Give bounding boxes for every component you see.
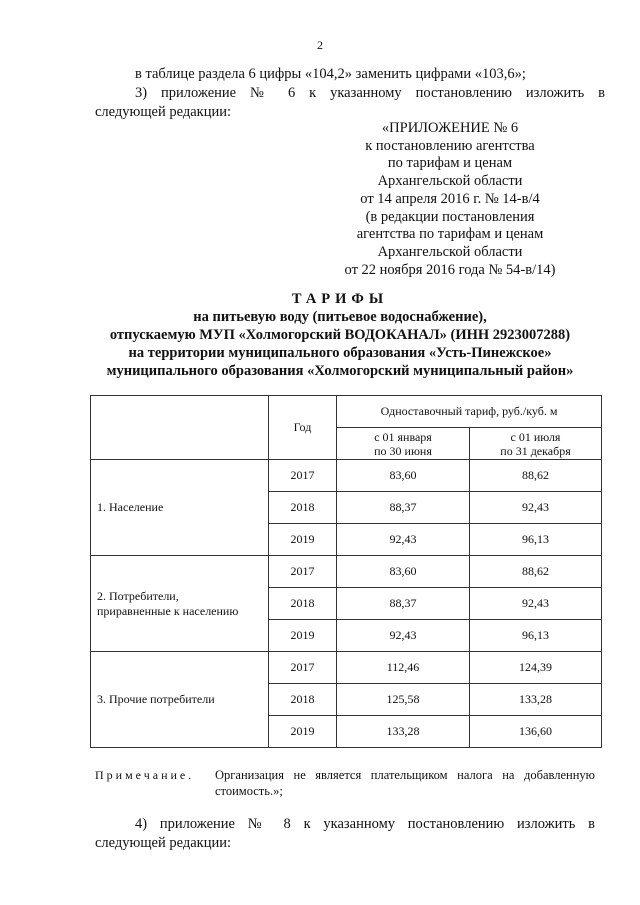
appendix-line: от 14 апреля 2016 г. № 14-в/4 [360,190,540,207]
item-4-text: 4) приложение № 8 к указанному постановлению изложить в [135,816,595,832]
item-4-text-cont: следующей редакции: [95,835,232,851]
appendix-line: агентства по тарифам и ценам [356,226,544,243]
category-cell: 1. Население [91,460,269,556]
item-3-text: 3) приложение № 6 к указанному постановлению изложить в [135,85,605,101]
appendix-line: Архангельской области [377,243,523,260]
item-3-text-cont: следующей редакции: [95,104,232,120]
table-row: 2018 125,58 133,28 [91,684,602,716]
appendix-line: «ПРИЛОЖЕНИЕ № 6 [381,120,519,136]
table-header-year: Год [269,396,337,460]
appendix-line: к постановлению агентства [365,137,535,154]
table-header-category [91,396,269,460]
note-text: Организация не является плательщиком налога на добавленную стоимость.»; [215,768,595,798]
table-row: 2019 133,28 136,60 [91,716,602,748]
tariff-table [90,395,602,748]
table-header-tariff: Одноставочный тариф, руб./куб. м [337,396,602,428]
page-number: 2 [317,38,323,52]
tariff-subtitle: муниципального образования «Холмогорский муниципальный район» [106,363,574,379]
appendix-reference [300,120,600,279]
appendix-line: по тарифам и ценам [387,155,513,172]
category-cell: 3. Прочие потребители [91,652,269,748]
table-row: 2. Потребители, приравненные к населению 2017 83,60 88,62 [91,556,602,588]
appendix-line: (в редакции постановления [365,208,535,225]
note-label: Примечание. [95,768,195,782]
appendix-line: от 22 ноября 2016 года № 54-в/14) [344,261,556,278]
table-row: 2018 88,37 92,43 [91,492,602,524]
table-row: 1. Население 2017 83,60 88,62 [91,460,602,492]
tariff-heading: ТАРИФЫ [291,291,389,307]
tariff-subtitle: на питьевую воду (питьевое водоснабжение), [193,309,487,325]
table-header-period-2: с 01 июля по 31 декабря [470,428,602,460]
category-cell: 2. Потребители, приравненные к населению [91,556,269,652]
tariff-subtitle: отпускаемую МУП «Холмогорский ВОДОКАНАЛ» (ИНН 2923007288) [109,327,571,343]
table-header-period-1: с 01 января по 30 июня [337,428,470,460]
line-table-fix: в таблице раздела 6 цифры «104,2» заменить цифрами «103,6»; [135,66,526,82]
table-row: 2019 92,43 96,13 [91,620,602,652]
table-row: 3. Прочие потребители 2017 112,46 124,39 [91,652,602,684]
tariff-subtitle: на территории муниципального образования «Усть-Пинежское» [128,345,552,361]
table-row: 2019 92,43 96,13 [91,524,602,556]
appendix-line: Архангельской области [377,173,523,190]
table-row: 2018 88,37 92,43 [91,588,602,620]
